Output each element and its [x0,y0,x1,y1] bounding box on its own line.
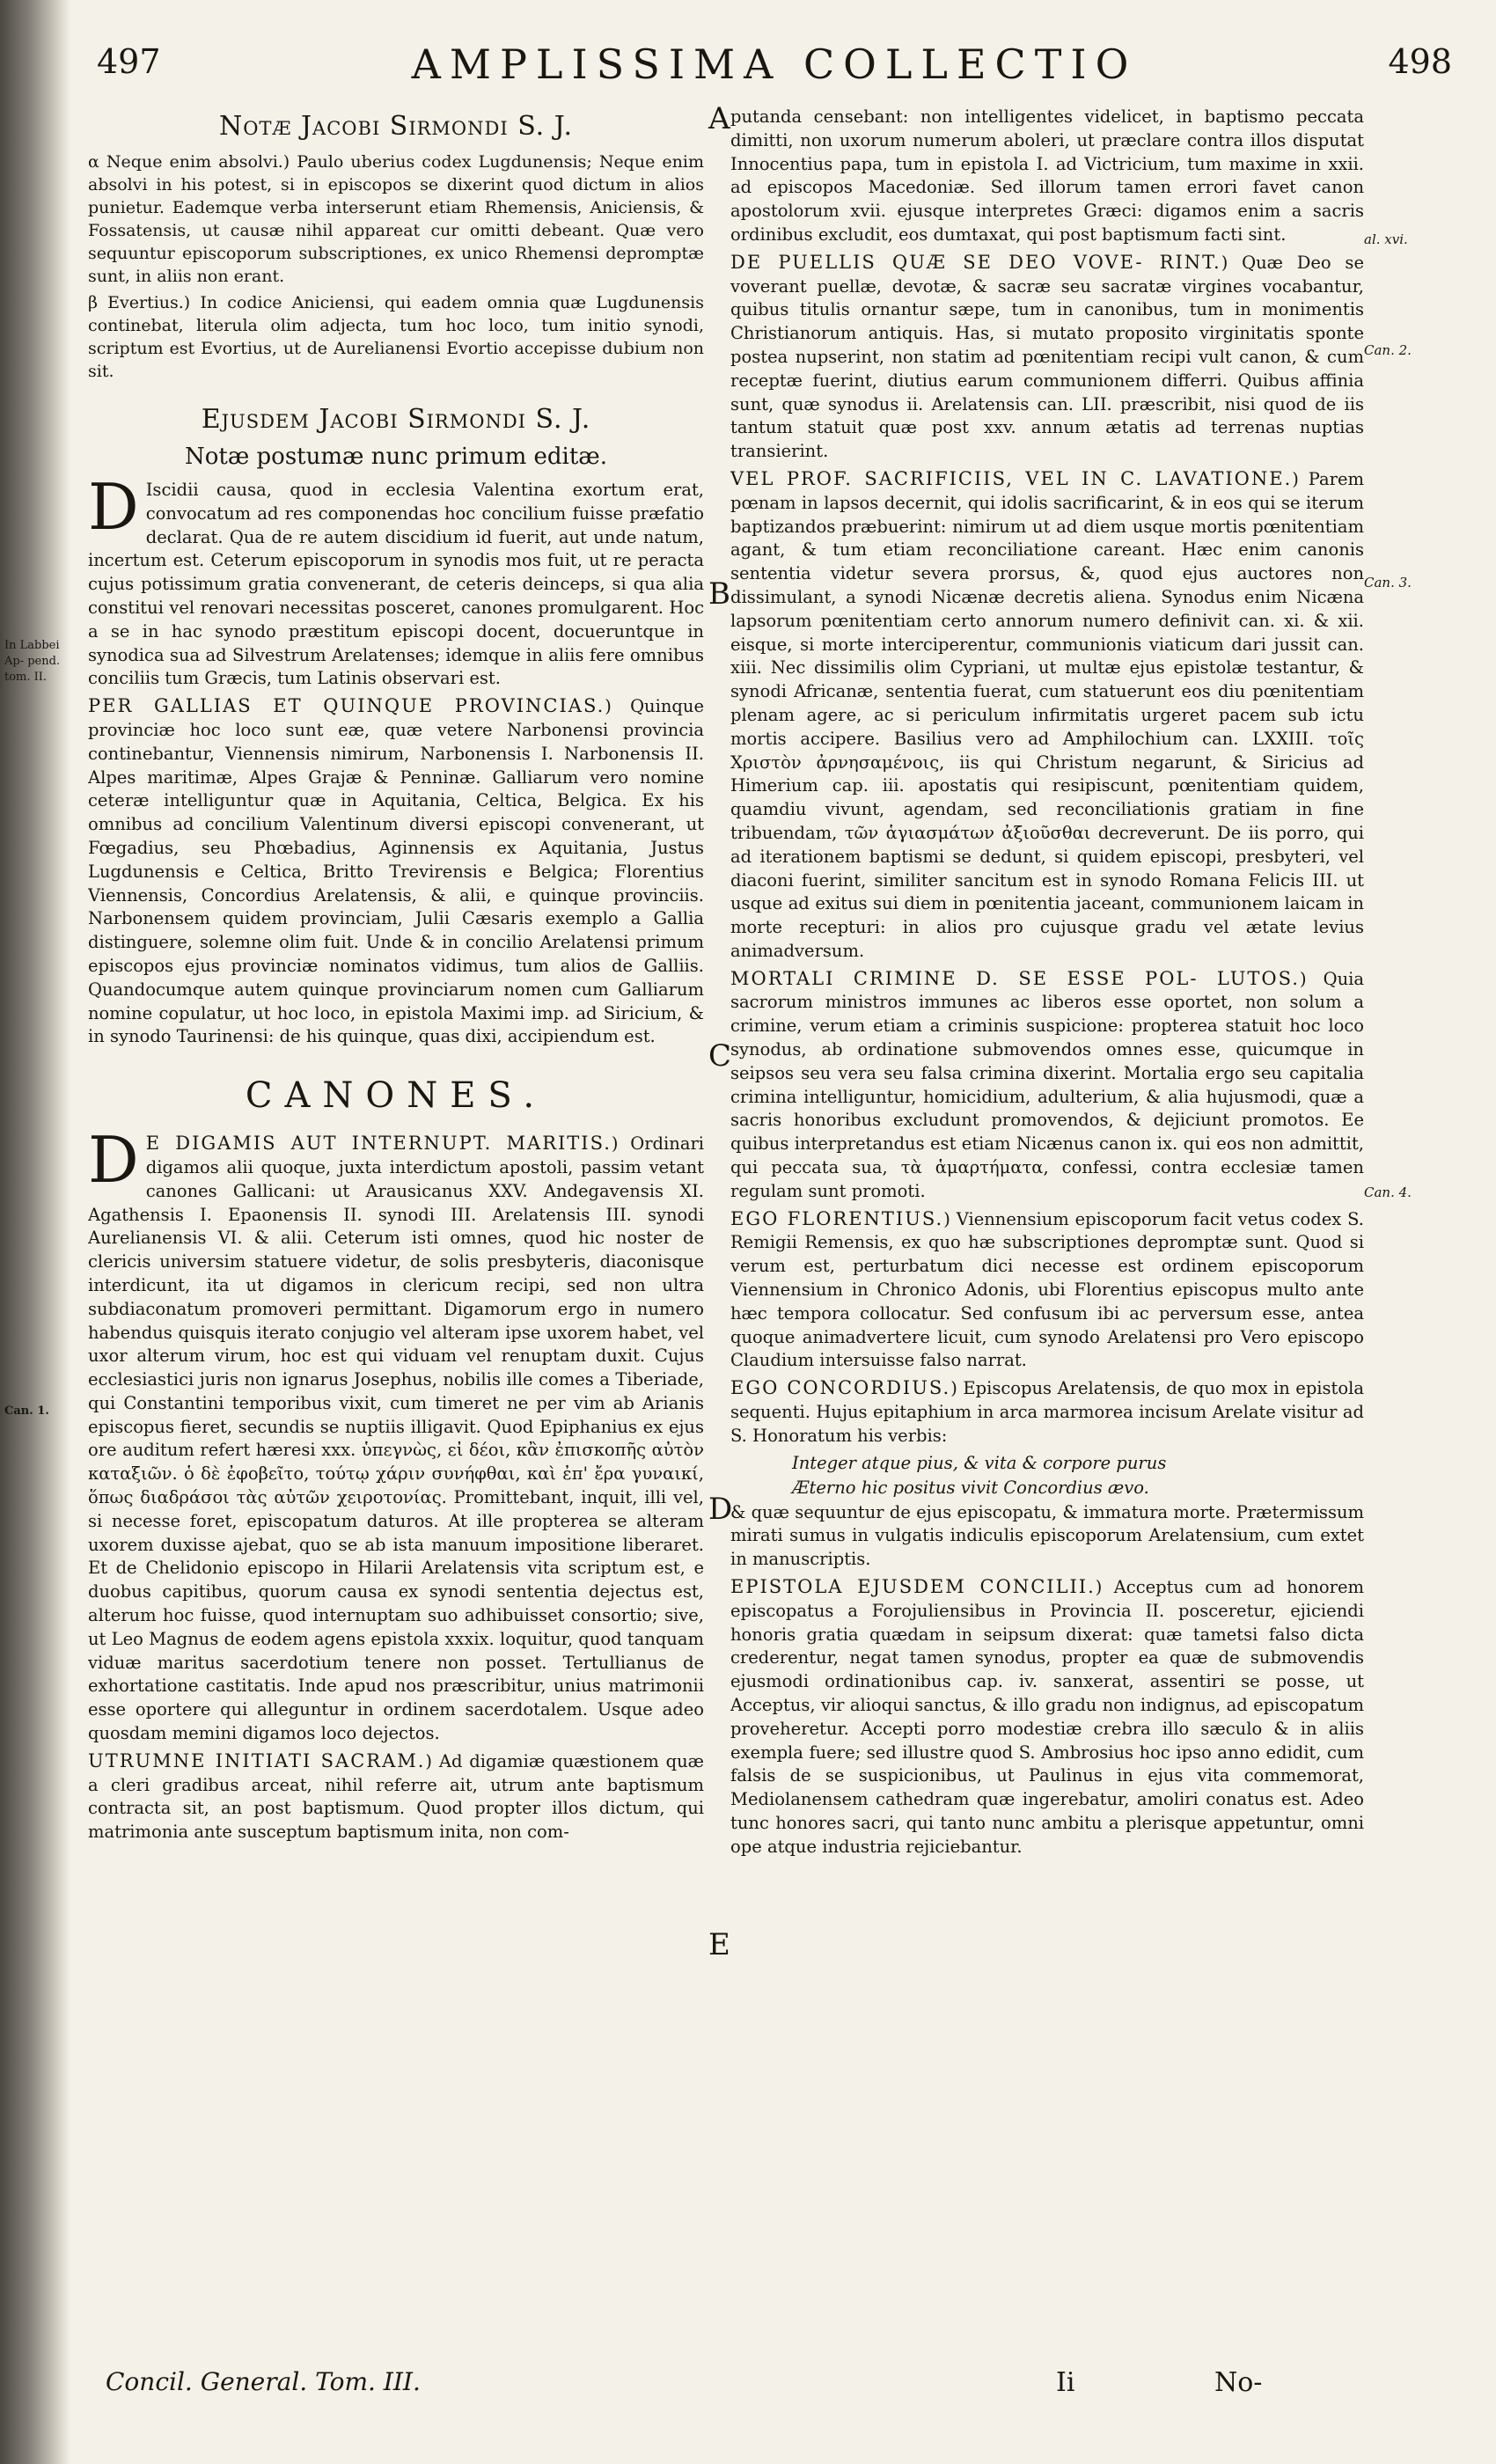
running-header [88,35,1461,97]
margin-note-al-xvi: al. xvi. [1364,231,1408,247]
florentius-text: ) Viennensium episcoporum facit vetus codex S. Remigii Remensis, ex quo hæ subscriptiones depromptæ sunt. Quod si verum est, perturbatum dici necesse est ordinem episcoporum Viennensium in Chronico Adonis, ubi Florentius episcopus multo ante hæc tempora collocatur. Sed confusum ibi ac perversum esse, antea quoque animadvertere licuit, cum synodo Arelatensi pro Vero episcopo Claudium intersuisse falso narrat. [730,1208,1364,1371]
puellis-heading: DE PUELLIS QUÆ SE DEO VOVE- RINT. [730,251,1221,273]
book-page [4,35,1461,2429]
mortali-paragraph [730,967,1364,1204]
running-title: AMPLISSIMA COLLECTIO [411,40,1138,88]
epistola-paragraph [730,1575,1364,1859]
margin-note-can4: Can. 4. [1364,1184,1412,1200]
margin-note-labbei: In Labbei Ap- pend. tom. II. [4,639,61,684]
utrumne-paragraph [88,1749,704,1844]
footer-signature: Ii [1056,2367,1075,2398]
mortali-heading: MORTALI CRIMINE D. SE ESSE POL- LUTOS. [730,967,1300,989]
puellis-text: ) Quæ Deo se voverant puellæ, devotæ, & sacræ seu sacratæ virgines vocabantur, quibus titulis ornantur sæpe, tum in canonibus, tum in monimentis Christianorum antiquis. Has, si mutato proposito virginitatis sponte postea nupserint, non statim ad pœnitentiam recipi vult canon, & cum receptæ fuerint, diutius earum communionem differri. Quibus affinia sunt, quæ synodus ii. Arelatensis can. LII. præscribit, nisi quod de iis tantum statuit quæ post xxv. annum ætatis ad terrenas nuptias transierint. [730,252,1364,462]
sacrificiis-text: ) Parem pœnam in lapsos decernit, qui idolis sacrificarint, & in eos qui se iterum baptizandos præbuerint: nimirum ut ad diem usque mortis pœnitentiam agant, & tum etiam reconciliatione careant. Hæc enim canonis sententia videtur severa prorsus, &, quod ejus auctores non dissimulant, a synodi Nicænæ decretis aliena. Synodus enim Nicæna lapsorum pœnitentiam certo annorum numero definivit can. xi. & xii. eisque, si morte interciperentur, communionis viaticum dari jussit can. xiii. Nec dissimilis olim Cypriani, ut multæ ejus epistolæ testantur, & synodi Africanæ, sententia fuerat, cum statuerunt eos diu pœnitentiam plenam agere, ac si periculum infirmitatis urgeret pacem sub ictu mortis accipere. Basilius vero ad Amphilochium can. LXXIII. τοῖς Χριστὸν ἀρνησαμένοις, iis qui Christum negarunt, & Siricius ad Himerium cap. iii. apostatis qui resipiscunt, pœnitentiam quidem, quamdiu vivunt, agendam, sed reconciliationis gratiam in fine tribuendam, τῶν ἁγιασμάτων ἀξιοῦσθαι decreverunt. De iis porro, qui ad iterationem baptismi se dedunt, si quidem episcopi, presbyteri, vel diaconi fuerint, similiter sancitum est in synodo Romana Felicis III. ut usque ad exitus sui diem in pœnitentia jaceant, communionem laicam in morte recepturi: in alios pro cujusque gradu vel ætate levius animadversum. [730,468,1364,961]
epistola-text: ) Acceptus cum ad honorem episcopatus a Forojuliensibus in Provincia II. posceretur, ejiciendi honoris gratia quædam in seipsum dixerat: quæ tametsi falso dicta crederentur, negat tamen synodus, propter ea quæ de submovendis ejusmodi ordinationibus cap. iv. sanxerat, assentiri se posse, ut Acceptus, vir alioqui sanctus, & illo gradu non indignus, ad episcopatum proveheretur. Accepti porro modestiæ crebra illo sæculo & in aliis exempla fuere; sed illustre quod S. Ambrosius hoc ipso anno edidit, cum falsis de se suspicionibus, ut Paulinus in ejus vita commemorat, Mediolanensem cathedram quæ ingerebatur, amoliri conatus est. Adeo tunc honores sacri, qui tanto nunc ambitu a plerisque appetuntur, omni ope atque industria rejiciebantur. [730,1577,1364,1857]
digamis-paragraph [88,1123,704,1746]
per-gallias-paragraph [88,694,704,1049]
notes-title: Notæ Jacobi Sirmondi S. J. [219,111,573,142]
epitaph-verse-1: Integer atque pius, & vita & corpore purus [792,1452,1167,1473]
section-mark-c: C [708,1038,732,1074]
page-number-right: 498 [1388,42,1452,81]
margin-note-can3: Can. 3. [1364,575,1412,590]
per-gallias-heading: PER GALLIAS ET QUINQUE PROVINCIAS. [88,695,605,717]
drop-cap: D [88,470,139,544]
concordius-heading: EGO CONCORDIUS. [730,1377,951,1399]
section-mark-d: D [708,1492,733,1527]
section-mark-b: B [708,576,730,612]
mortali-text: ) Quia sacrorum ministros immunes ac liberos esse oportet, non solum a crimine, verum etiam a criminis suspicione: propterea statuit hoc loco synodus, ab ordinatione submovendos omnes esse, quicumque in seipsos seu vera seu falsa crimina dixerint. Mortalia ergo seu capitalia crimina intelliguntur, homicidium, adulterium, & alia hujusmodi, quæ a sacris honoribus excludunt promovendos, & dejiciunt promotos. Ee quibus interpretandus est etiam Nicænus canon ix. qui eos non admittit, qui peccata sua, τὰ ἁμαρτήματα, confessi, contra ecclesiæ tamen regulam sunt promoti. [730,968,1364,1201]
opening-paragraph: putanda censebant: non intelligentes videlicet, in baptismo peccata dimitti, non uxorum numerum aboleri, ut præclare contra illos disputat Innocentius papa, tum in epistola I. ad Victricium, tum maxime in xxii. ad episcopos Macedoniæ. Sed illorum tamen errori favet canon apostolorum xvii. ejusque interpretes Græci: digamos enim a sacris ordinibus excludit, eos dumtaxat, qui post baptismum facti sint. [730,106,1364,245]
section-mark-a: A [708,101,730,136]
epistola-heading: EPISTOLA EJUSDEM CONCILII. [730,1576,1096,1598]
note-a: α Neque enim absolvi.) Paulo uberius codex Lugdunensis; Neque enim absolvi in his potest, si in episcopos se dixerint quod dictum in alios punietur. Eademque verba interserunt etiam Rhemensis, Aniciensis, & Fossatensis, ut causæ nihil appareat cur omitti debeant. Quæ vero sequuntur episcoporum subscriptiones, ex unico Rhemensi depromptæ sunt, in aliis non erant. [88,152,704,286]
intro-paragraph [88,470,704,691]
margin-note-can1: Can. 1. [4,1404,49,1418]
second-notes-title: Ejusdem Jacobi Sirmondi S. J. [201,404,591,435]
intro-text: Iscidii causa, quod in ecclesia Valentina exortum erat, convocatum ad res componendas hoc concilium fuisse præfatio declarat. Qua de re autem discidium id fuerit, aut unde natum, incertum est. Ceterum episcoporum in synodis mos fuit, ut re peracta cujus potissimum gratia convenerant, de ceteris deinceps, si qua alia constitui vel renovari necessitas posceret, canones promulgarent. Hoc a se in hac synodo præstitum episcopi docent, docueruntque in synodica sua ad Silvestrum Arelatenses; idemque in aliis fere omnibus conciliis tum Græcis, tum Latinis observari est. [88,480,704,689]
right-column [730,106,1364,2323]
concordius-text: ) Episcopus Arelatensis, de quo mox in epistola sequenti. Hujus epitaphium in arca marmorea incisum Arelate visitur ad S. Honoratum his verbis: [730,1378,1364,1446]
footer-catchword: No- [1214,2367,1263,2398]
margin-note-can2: Can. 2. [1364,342,1412,358]
left-column [88,106,704,2323]
section-mark-e: E [708,1927,730,1962]
digamis-heading: E DIGAMIS AUT INTERNUPT. MARITIS. [145,1133,612,1155]
per-gallias-text: ) Quinque provinciæ hoc loco sunt eæ, quæ vetere Narbonensi provincia continebantur, Viennensis nimirum, Narbonensis I. Narbonensis II. Alpes maritimæ, Alpes Grajæ & Penninæ. Galliarum vero nomine ceteræ intelliguntur quæ in Aquitania, Celtica, Belgica. Ex his omnibus ad concilium Valentinum diversi episcopi convenerant, ut Fœgadius, seu Phœbadius, Aginnensis ex Aquitania, Justus Lugdunensis e Celtica, Britto Trevirensis e Belgica; Florentius Viennensis, Concordius Arelatensis, & alii, e quinque provinciis. Narbonensem quidem provinciam, Julii Cæsaris exemplo a Gallia distinguere, solemne olim fuit. Unde & in concilio Arelatensi primum episcopos ejus provinciæ nominatos vidimus, tum alios de Galliis. Quandocumque autem quinque provinciarum nomen cum Galliarum nomine copulatur, ut hoc loco, in epistola Maximi imp. ad Siricium, & in synodo Taurinensi: de his quinque, quas dixi, accipiendum est. [88,696,704,1047]
footer-volume: Concil. General. Tom. III. [106,2367,421,2396]
second-notes-subtitle: Notæ postumæ nunc primum editæ. [184,444,607,470]
sacrificiis-heading: VEL PROF. SACRIFICIIS, VEL IN C. LAVATIONE. [730,467,1293,489]
book-gutter-shadow [0,0,70,2464]
drop-cap: D [88,1123,139,1198]
concordius-after: & quæ sequuntur de ejus episcopatu, & immatura morte. Prætermissum mirati sumus in vulgatis indiculis episcoporum Arelatensium, cum extet in manuscriptis. [730,1501,1364,1570]
digamis-text: ) Ordinari digamos alii quoque, juxta interdictum apostoli, passim vetant canones Gallicani: ut Arausicanus XXV. Andegavensis XI. Agathensis I. Epaonensis II. synodi III. Arelatensis III. synodi Aurelianensis VI. & alii. Ceterum isti omnes, quod hic noster de clericis universim statuere videtur, de solis presbyteris, diaconisque interdicunt, ita ut digamos in clericum recipi, sed non ultra subdiaconatum promoveri permittant. Digamorum ergo in numero habendus quisquis iterato conjugio vel alteram ipse uxorem habet, vel uxor alterum virum, hoc est qui viduam vel renuptam duxit. Cujus ecclesiastici juris non ignarus Josephus, nobilis ille comes a Tiberiade, qui Constantini temporibus vixit, cum timeret ne per vim ab Arianis episcopus fieret, secundis se nuptiis illigavit. Quod Epiphanius ex ejus ore auditum refert hæresi xxx. ὑπεγνὼς, εἰ δέοι, κἂν ἐπισκοπῆς αὐτὸν καταξιῶν. ὁ δὲ ἐφοβεῖτο, τούτῳ χάριν συνήφθαι, καὶ ἐπ' ἔρα γυναικί, ὅπως διαδράσοι τὰς αὐτῶν χειροτονίας. Promittebant, inquit, illi vel, si necesse foret, episcopatum daturos. At ille propterea se alteram uxorem duxisse ajebat, quo se ab ista manuum impositione liberaret. Et de Chelidonio episcopo in Hilarii Arelatensis vita scriptum est, e duobus capitibus, quorum causa ex synodi sententia dejectus est, alterum hoc fuisse, quod internuptam suo adhibuisset consortio; sive, ut Leo Magnus de eodem agens epistola xxxix. loquitur, quod tanquam viduæ maritus sacerdotium tenere non posset. Tertullianus de exhortatione castitatis. Inde apud nos præscribitur, unius matrimonii esse oportere qui alleguntur in ordinem sacerdotalem. Usque adeo quosdam memini digamos loco dejectos. [88,1133,704,1744]
epitaph-verse-2: Æterno hic positus vivit Concordius ævo. [792,1477,1149,1498]
puellis-paragraph [730,251,1364,464]
page-number-left: 497 [97,42,161,81]
florentius-paragraph [730,1207,1364,1374]
concordius-paragraph [730,1376,1364,1448]
utrumne-text: ) Ad digamiæ quæstionem quæ a cleri gradibus arceat, nihil referre ait, utrum ante baptismum contracta sit, an post baptismum. Quod propter illos dictum, qui matrimonia ante susceptum baptismum inita, non com- [88,1750,704,1843]
sacrificiis-paragraph [730,467,1364,964]
canones-title: CANONES. [245,1075,547,1117]
florentius-heading: EGO FLORENTIUS. [730,1207,944,1229]
utrumne-heading: UTRUMNE INITIATI SACRAM. [88,1749,426,1771]
note-b: β Evertius.) In codice Aniciensi, qui eadem omnia quæ Lugdunensis continebat, literula olim adjecta, tum hoc loco, tum initio synodi, scriptum est Evortius, ut de Aurelianensi Evortio accepisse dubium non sit. [88,293,704,381]
